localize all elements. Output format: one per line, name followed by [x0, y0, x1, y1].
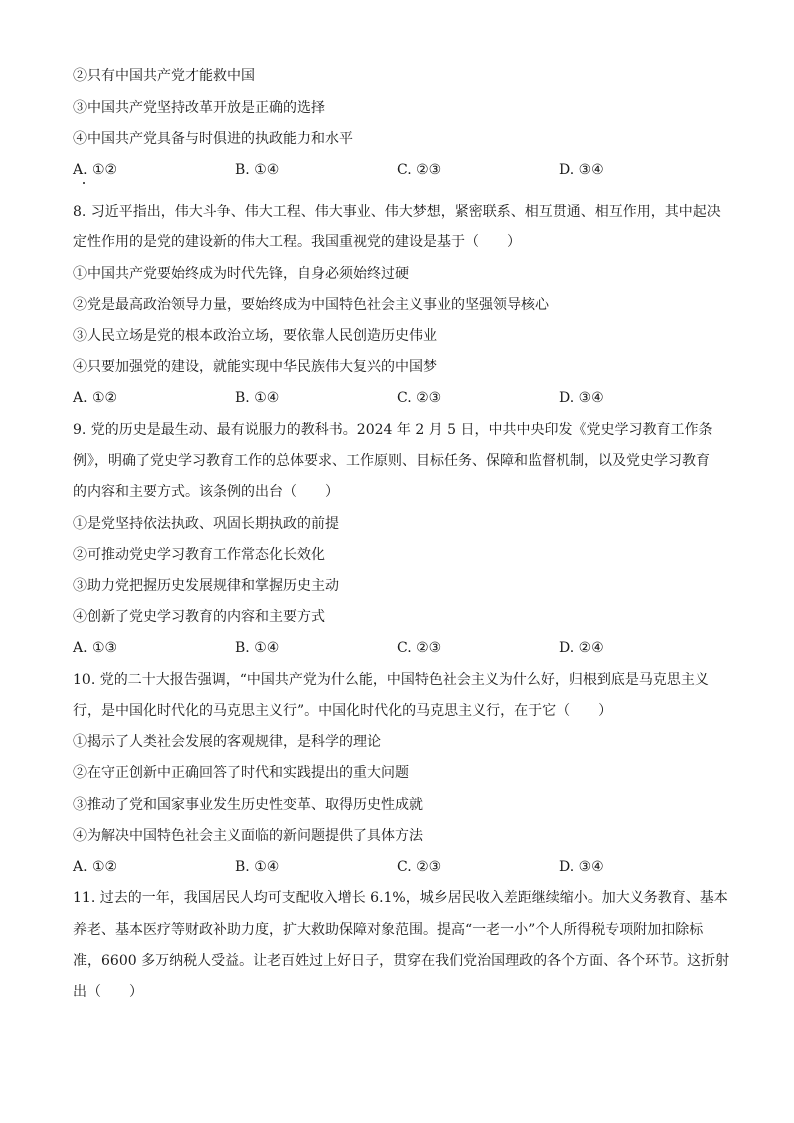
q7-statement-3: ③中国共产党坚持改革开放是正确的选择: [73, 100, 325, 116]
q10-statement-2: ②在守正创新中正确回答了时代和实践提出的重大问题: [73, 765, 409, 781]
q10-statement-3: ③推动了党和国家事业发生历史性变革、取得历史性成就: [73, 797, 423, 813]
q10-option-b: B. ①④: [235, 859, 280, 875]
q9-statement-2: ②可推动党史学习教育工作常态化长效化: [73, 547, 325, 563]
q11-stem-line-3: 准，6600 多万纳税人受益。让老百姓过上好日子，贯穿在我们党治国理政的各个方面、各个环节。这折射: [73, 953, 730, 969]
q8-statement-3: ③人民立场是党的根本政治立场，要依靠人民创造历史伟业: [73, 328, 437, 344]
q8-statement-4: ④只要加强党的建设，就能实现中华民族伟大复兴的中国梦: [73, 359, 437, 375]
q11-stem-line-1: 11. 过去的一年，我国居民人均可支配收入增长 6.1%，城乡居民收入差距继续缩小。加大义务教育、基本: [73, 890, 728, 906]
q9-statement-1: ①是党坚持依法执政、巩固长期执政的前提: [73, 516, 339, 532]
q9-option-b: B. ①④: [235, 640, 280, 656]
q9-statement-4: ④创新了党史学习教育的内容和主要方式: [73, 609, 325, 625]
q10-statement-1: ①揭示了人类社会发展的客观规律，是科学的理论: [73, 734, 381, 750]
q9-stem-line-3: 的内容和主要方式。该条例的出台（ ）: [73, 484, 339, 500]
q10-option-a: A. ①②: [73, 859, 118, 875]
q10-option-c: C. ②③: [397, 859, 442, 875]
q7-option-b: B. ①④: [235, 162, 280, 178]
q10-option-d: D. ③④: [559, 859, 604, 875]
q10-stem-line-1: 10. 党的二十大报告强调，“中国共产党为什么能，中国特色社会主义为什么好，归根到底是马克思主义: [73, 672, 709, 688]
q8-option-a: A. ①②: [73, 390, 118, 406]
q7-statement-4: ④中国共产党具备与时俱进的执政能力和水平: [73, 131, 353, 147]
q10-statement-4: ④为解决中国特色社会主义面临的新问题提供了具体方法: [73, 828, 423, 844]
q8-statement-2: ②党是最高政治领导力量，要始终成为中国特色社会主义事业的坚强领导核心: [73, 297, 549, 313]
q10-stem-line-2: 行，是中国化时代化的马克思主义行”。中国化时代化的马克思主义行，在于它（ ）: [73, 703, 613, 719]
q8-option-b: B. ①④: [235, 390, 280, 406]
q8-stem-line-1: 8. 习近平指出，伟大斗争、伟大工程、伟大事业、伟大梦想，紧密联系、相互贯通、相互作用，其中起决: [73, 204, 721, 220]
q9-statement-3: ③助力党把握历史发展规律和掌握历史主动: [73, 578, 339, 594]
stray-dot-mark: [83, 182, 85, 184]
q8-statement-1: ①中国共产党要始终成为时代先锋，自身必须始终过硬: [73, 266, 409, 282]
q9-stem-line-1: 9. 党的历史是最生动、最有说服力的教科书。2024 年 2 月 5 日，中共中央印发《党史学习教育工作条: [73, 422, 713, 438]
q8-stem-line-2: 定性作用的是党的建设新的伟大工程。我国重视党的建设是基于（ ）: [73, 234, 521, 250]
q7-option-d: D. ③④: [559, 162, 604, 178]
q9-stem-line-2: 例》，明确了党史学习教育工作的总体要求、工作原则、目标任务、保障和监督机制，以及党史学习教育: [73, 453, 710, 469]
q7-statement-2: ②只有中国共产党才能救中国: [73, 68, 255, 84]
q8-option-c: C. ②③: [397, 390, 442, 406]
q9-option-d: D. ②④: [559, 640, 604, 656]
q7-option-c: C. ②③: [397, 162, 442, 178]
q9-option-a: A. ①③: [73, 640, 118, 656]
q8-option-d: D. ③④: [559, 390, 604, 406]
q7-option-a: A. ①②: [73, 162, 118, 178]
q11-stem-line-4: 出（ ）: [73, 984, 143, 1000]
q9-option-c: C. ②③: [397, 640, 442, 656]
q11-stem-line-2: 养老、基本医疗等财政补助力度，扩大救助保障对象范围。提高“一老一小”个人所得税专项附加扣除标: [73, 922, 704, 938]
